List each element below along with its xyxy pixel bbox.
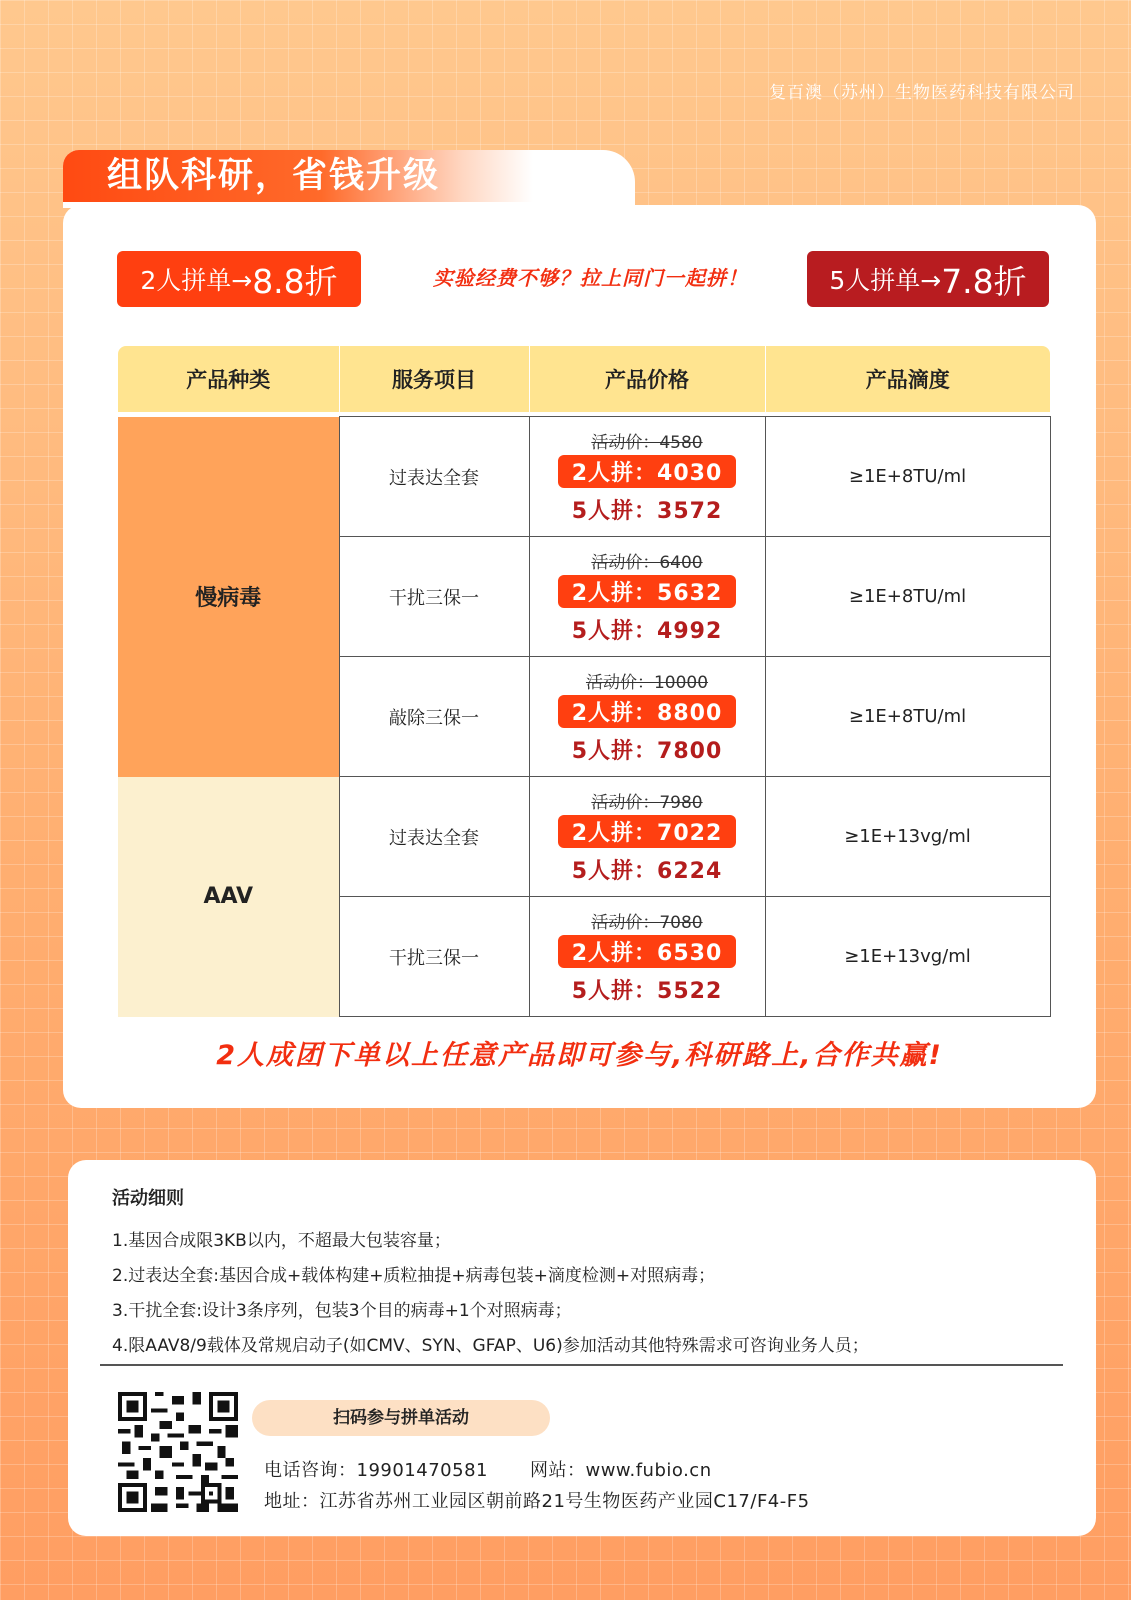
category-aav: AAV	[118, 777, 339, 1017]
five-person-price: 5人拼：3572	[571, 499, 723, 524]
titer-cell: ≥1E+8TU/ml	[765, 417, 1050, 537]
bottom-slogan: 2人成团下单以上任意产品即可参与,科研路上,合作共赢!	[216, 1040, 943, 1071]
contact-line	[264, 1456, 712, 1482]
five-person-price: 5人拼：7800	[571, 739, 723, 764]
divider	[100, 1364, 1063, 1366]
promo-5-discount: 7.8折	[941, 261, 1027, 301]
website-link[interactable]: 网站：www.fubio.cn	[529, 1460, 712, 1481]
two-person-price: 2人拼：6530	[558, 935, 737, 968]
original-price: 活动价：4580	[591, 433, 703, 453]
list-item: 4.限AAV8/9载体及常规启动子(如CMV、SYN、GFAP、U6)参加活动其他特殊需求可咨询业务人员；	[112, 1336, 869, 1356]
qr-code-icon[interactable]	[118, 1392, 238, 1512]
list-item: 3.干扰全套:设计3条序列，包装3个目的病毒+1个对照病毒；	[112, 1301, 572, 1321]
phone-text: 电话咨询：19901470581	[264, 1460, 488, 1481]
price-cell	[529, 417, 765, 537]
two-person-price: 2人拼：5632	[558, 575, 737, 608]
main-card	[63, 205, 1096, 1108]
service-cell: 干扰三保一	[339, 537, 529, 657]
original-price: 活动价：7980	[591, 793, 703, 813]
titer-cell: ≥1E+8TU/ml	[765, 537, 1050, 657]
price-cell	[529, 777, 765, 897]
service-cell: 干扰三保一	[339, 897, 529, 1017]
rules-list	[112, 1224, 869, 1364]
promo-5-person	[807, 251, 1049, 307]
header-price: 产品价格	[529, 346, 765, 412]
header-service: 服务项目	[339, 346, 529, 412]
details-card	[68, 1160, 1096, 1536]
category-lentivirus: 慢病毒	[118, 417, 339, 777]
two-person-price: 2人拼：4030	[558, 455, 737, 488]
original-price: 活动价：7080	[591, 913, 703, 933]
header-titer: 产品滴度	[765, 346, 1050, 412]
five-person-price: 5人拼：5522	[571, 979, 723, 1004]
service-cell: 过表达全套	[339, 777, 529, 897]
promo-slogan: 实验经费不够？拉上同门一起拼！	[433, 266, 748, 290]
price-cell	[529, 897, 765, 1017]
service-cell: 过表达全套	[339, 417, 529, 537]
main-title: 组队科研，省钱升级	[63, 150, 533, 202]
service-cell: 敲除三保一	[339, 657, 529, 777]
price-table	[118, 346, 1051, 1017]
promo-2-label: 2人拼单→	[140, 266, 253, 295]
titer-cell: ≥1E+13vg/ml	[765, 897, 1050, 1017]
promo-2-person	[117, 251, 361, 307]
address-text: 地址：江苏省苏州工业园区朝前路21号生物医药产业园C17/F4-F5	[264, 1491, 810, 1512]
company-name: 复百澳（苏州）生物医药科技有限公司	[769, 83, 1075, 103]
two-person-price: 2人拼：7022	[558, 815, 737, 848]
five-person-price: 5人拼：4992	[571, 619, 723, 644]
header-category: 产品种类	[118, 346, 339, 412]
promo-5-label: 5人拼单→	[829, 266, 942, 295]
table-row	[118, 417, 1050, 537]
details-title: 活动细则	[112, 1188, 184, 1209]
titer-cell: ≥1E+13vg/ml	[765, 777, 1050, 897]
two-person-price: 2人拼：8800	[558, 695, 737, 728]
original-price: 活动价：6400	[591, 553, 703, 573]
price-cell	[529, 657, 765, 777]
scan-label: 扫码参与拼单活动	[252, 1400, 550, 1436]
five-person-price: 5人拼：6224	[571, 859, 723, 884]
table-row	[118, 777, 1050, 897]
titer-cell: ≥1E+8TU/ml	[765, 657, 1050, 777]
price-cell	[529, 537, 765, 657]
original-price: 活动价：10000	[585, 673, 709, 693]
list-item: 2.过表达全套:基因合成+载体构建+质粒抽提+病毒包装+滴度检测+对照病毒；	[112, 1266, 716, 1286]
list-item: 1.基因合成限3KB以内，不超最大包装容量；	[112, 1231, 451, 1251]
promo-2-discount: 8.8折	[252, 261, 338, 301]
table-header-row	[118, 346, 1050, 412]
